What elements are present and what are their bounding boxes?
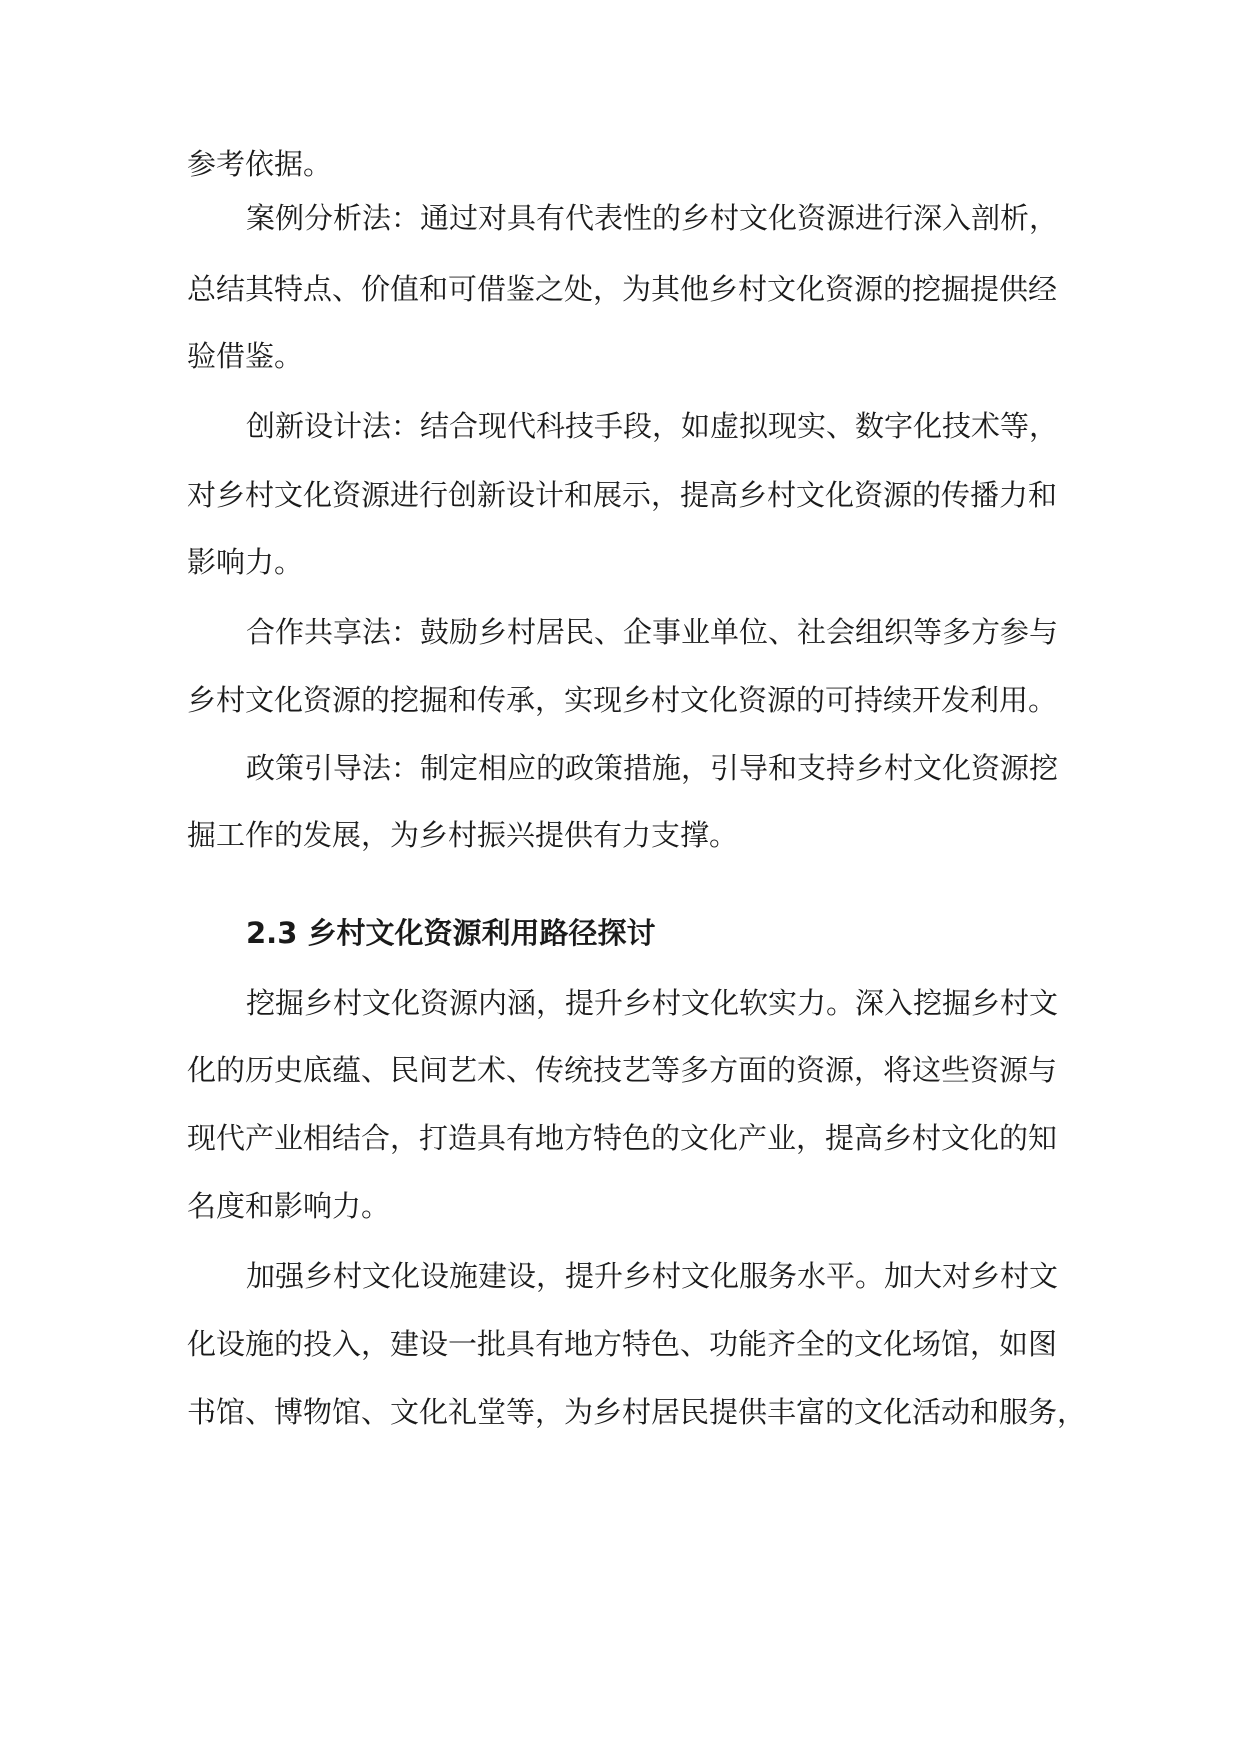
paragraph-line: 加强乡村文化设施建设，提升乡村文化服务水平。加大对乡村文 bbox=[246, 1259, 1059, 1293]
paragraph-line: 掘工作的发展，为乡村振兴提供有力支撑。 bbox=[187, 818, 739, 852]
paragraph-line: 现代产业相结合，打造具有地方特色的文化产业，提高乡村文化的知 bbox=[187, 1121, 1058, 1155]
paragraph-line: 合作共享法：鼓励乡村居民、企事业单位、社会组织等多方参与 bbox=[246, 615, 1059, 649]
paragraph-line: 案例分析法：通过对具有代表性的乡村文化资源进行深入剖析， bbox=[246, 201, 1059, 235]
paragraph-line: 政策引导法：制定相应的政策措施，引导和支持乡村文化资源挖 bbox=[246, 751, 1059, 785]
paragraph-line: 化的历史底蕴、民间艺术、传统技艺等多方面的资源，将这些资源与 bbox=[187, 1053, 1058, 1087]
paragraph-line: 化设施的投入，建设一批具有地方特色、功能齐全的文化场馆，如图 bbox=[187, 1327, 1058, 1361]
paragraph-line: 总结其特点、价值和可借鉴之处，为其他乡村文化资源的挖掘提供经 bbox=[187, 272, 1058, 306]
paragraph-line: 影响力。 bbox=[187, 545, 304, 579]
section-heading: 2.3 乡村文化资源利用路径探讨 bbox=[246, 916, 656, 950]
paragraph-line: 名度和影响力。 bbox=[187, 1189, 391, 1223]
paragraph-line: 创新设计法：结合现代科技手段，如虚拟现实、数字化技术等， bbox=[246, 409, 1059, 443]
paragraph-line: 挖掘乡村文化资源内涵，提升乡村文化软实力。深入挖掘乡村文 bbox=[246, 986, 1059, 1020]
paragraph-line: 乡村文化资源的挖掘和传承，实现乡村文化资源的可持续开发利用。 bbox=[187, 683, 1058, 717]
paragraph-line: 对乡村文化资源进行创新设计和展示，提高乡村文化资源的传播力和 bbox=[187, 478, 1058, 512]
paragraph-line: 书馆、博物馆、文化礼堂等，为乡村居民提供丰富的文化活动和服务， bbox=[187, 1395, 1087, 1429]
paragraph-line: 参考依据。 bbox=[187, 147, 333, 181]
paragraph-line: 验借鉴。 bbox=[187, 339, 304, 373]
